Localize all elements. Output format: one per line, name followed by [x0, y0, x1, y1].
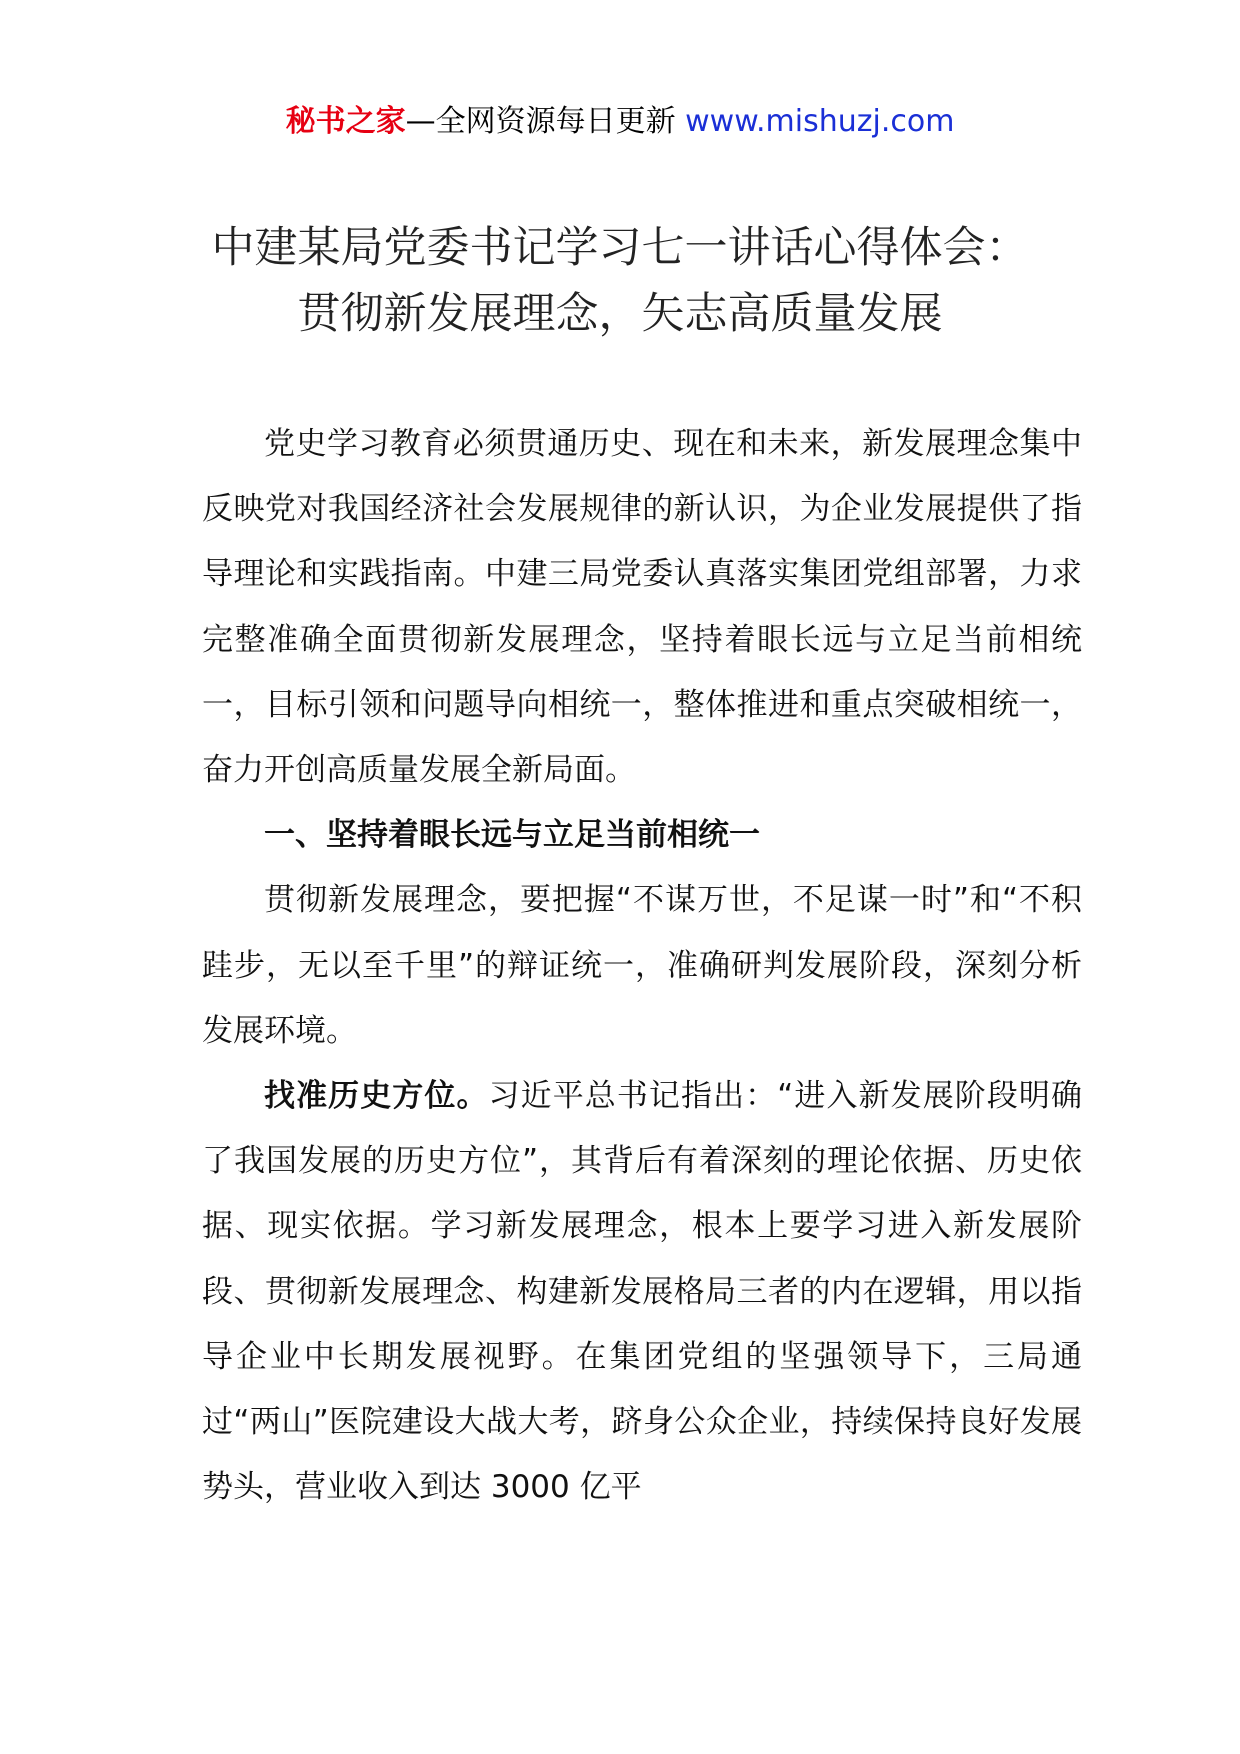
paragraph-2: 贯彻新发展理念，要把握“不谋万世，不足谋一时”和“不积跬步，无以至千里”的辩证统一，准确研判发展阶段，深刻分析发展环境。: [202, 882, 1082, 1049]
paragraph-3-text: 习近平总书记指出：“进入新发展阶段明确了我国发展的历史方位”，其背后有着深刻的理论依据、历史依据、现实依据。学习新发展理念，根本上要学习进入新发展阶段、贯彻新发展理念、构建新发展格局三者的内在逻辑，用以指导企业中长期发展视野。在集团党组的坚强领导下，三局通过“两山”医院建设大战大考，跻身公众企业，持续保持良好发展势头，营业收入到达 3000 亿平: [202, 1078, 1082, 1506]
document-body: [202, 412, 1082, 1520]
paragraph-3: [202, 1064, 1082, 1520]
header-url-link[interactable]: www.mishuzj.com: [685, 104, 955, 139]
title-line-1: 中建某局党委书记学习七一讲话心得体会：: [211, 223, 1029, 273]
paragraph-1: 党史学习教育必须贯通历史、现在和未来，新发展理念集中反映党对我国经济社会发展规律的新认识，为企业发展提供了指导理论和实践指南。中建三局党委认真落实集团党组部署，力求完整准确全面贯彻新发展理念，坚持着眼长远与立足当前相统一，目标引领和问题导向相统一，整体推进和重点突破相统一，奋力开创高质量发展全新局面。: [202, 426, 1082, 789]
document-title: [150, 215, 1090, 347]
header-brand: 秘书之家: [285, 104, 406, 139]
paragraph-3-lead: 找准历史方位。: [264, 1078, 489, 1115]
header-tagline: —全网资源每日更新: [405, 104, 676, 139]
page-header: [0, 100, 1240, 144]
title-line-2: 贯彻新发展理念，矢志高质量发展: [297, 289, 943, 339]
section-heading-1: 一、坚持着眼长远与立足当前相统一: [264, 817, 760, 854]
